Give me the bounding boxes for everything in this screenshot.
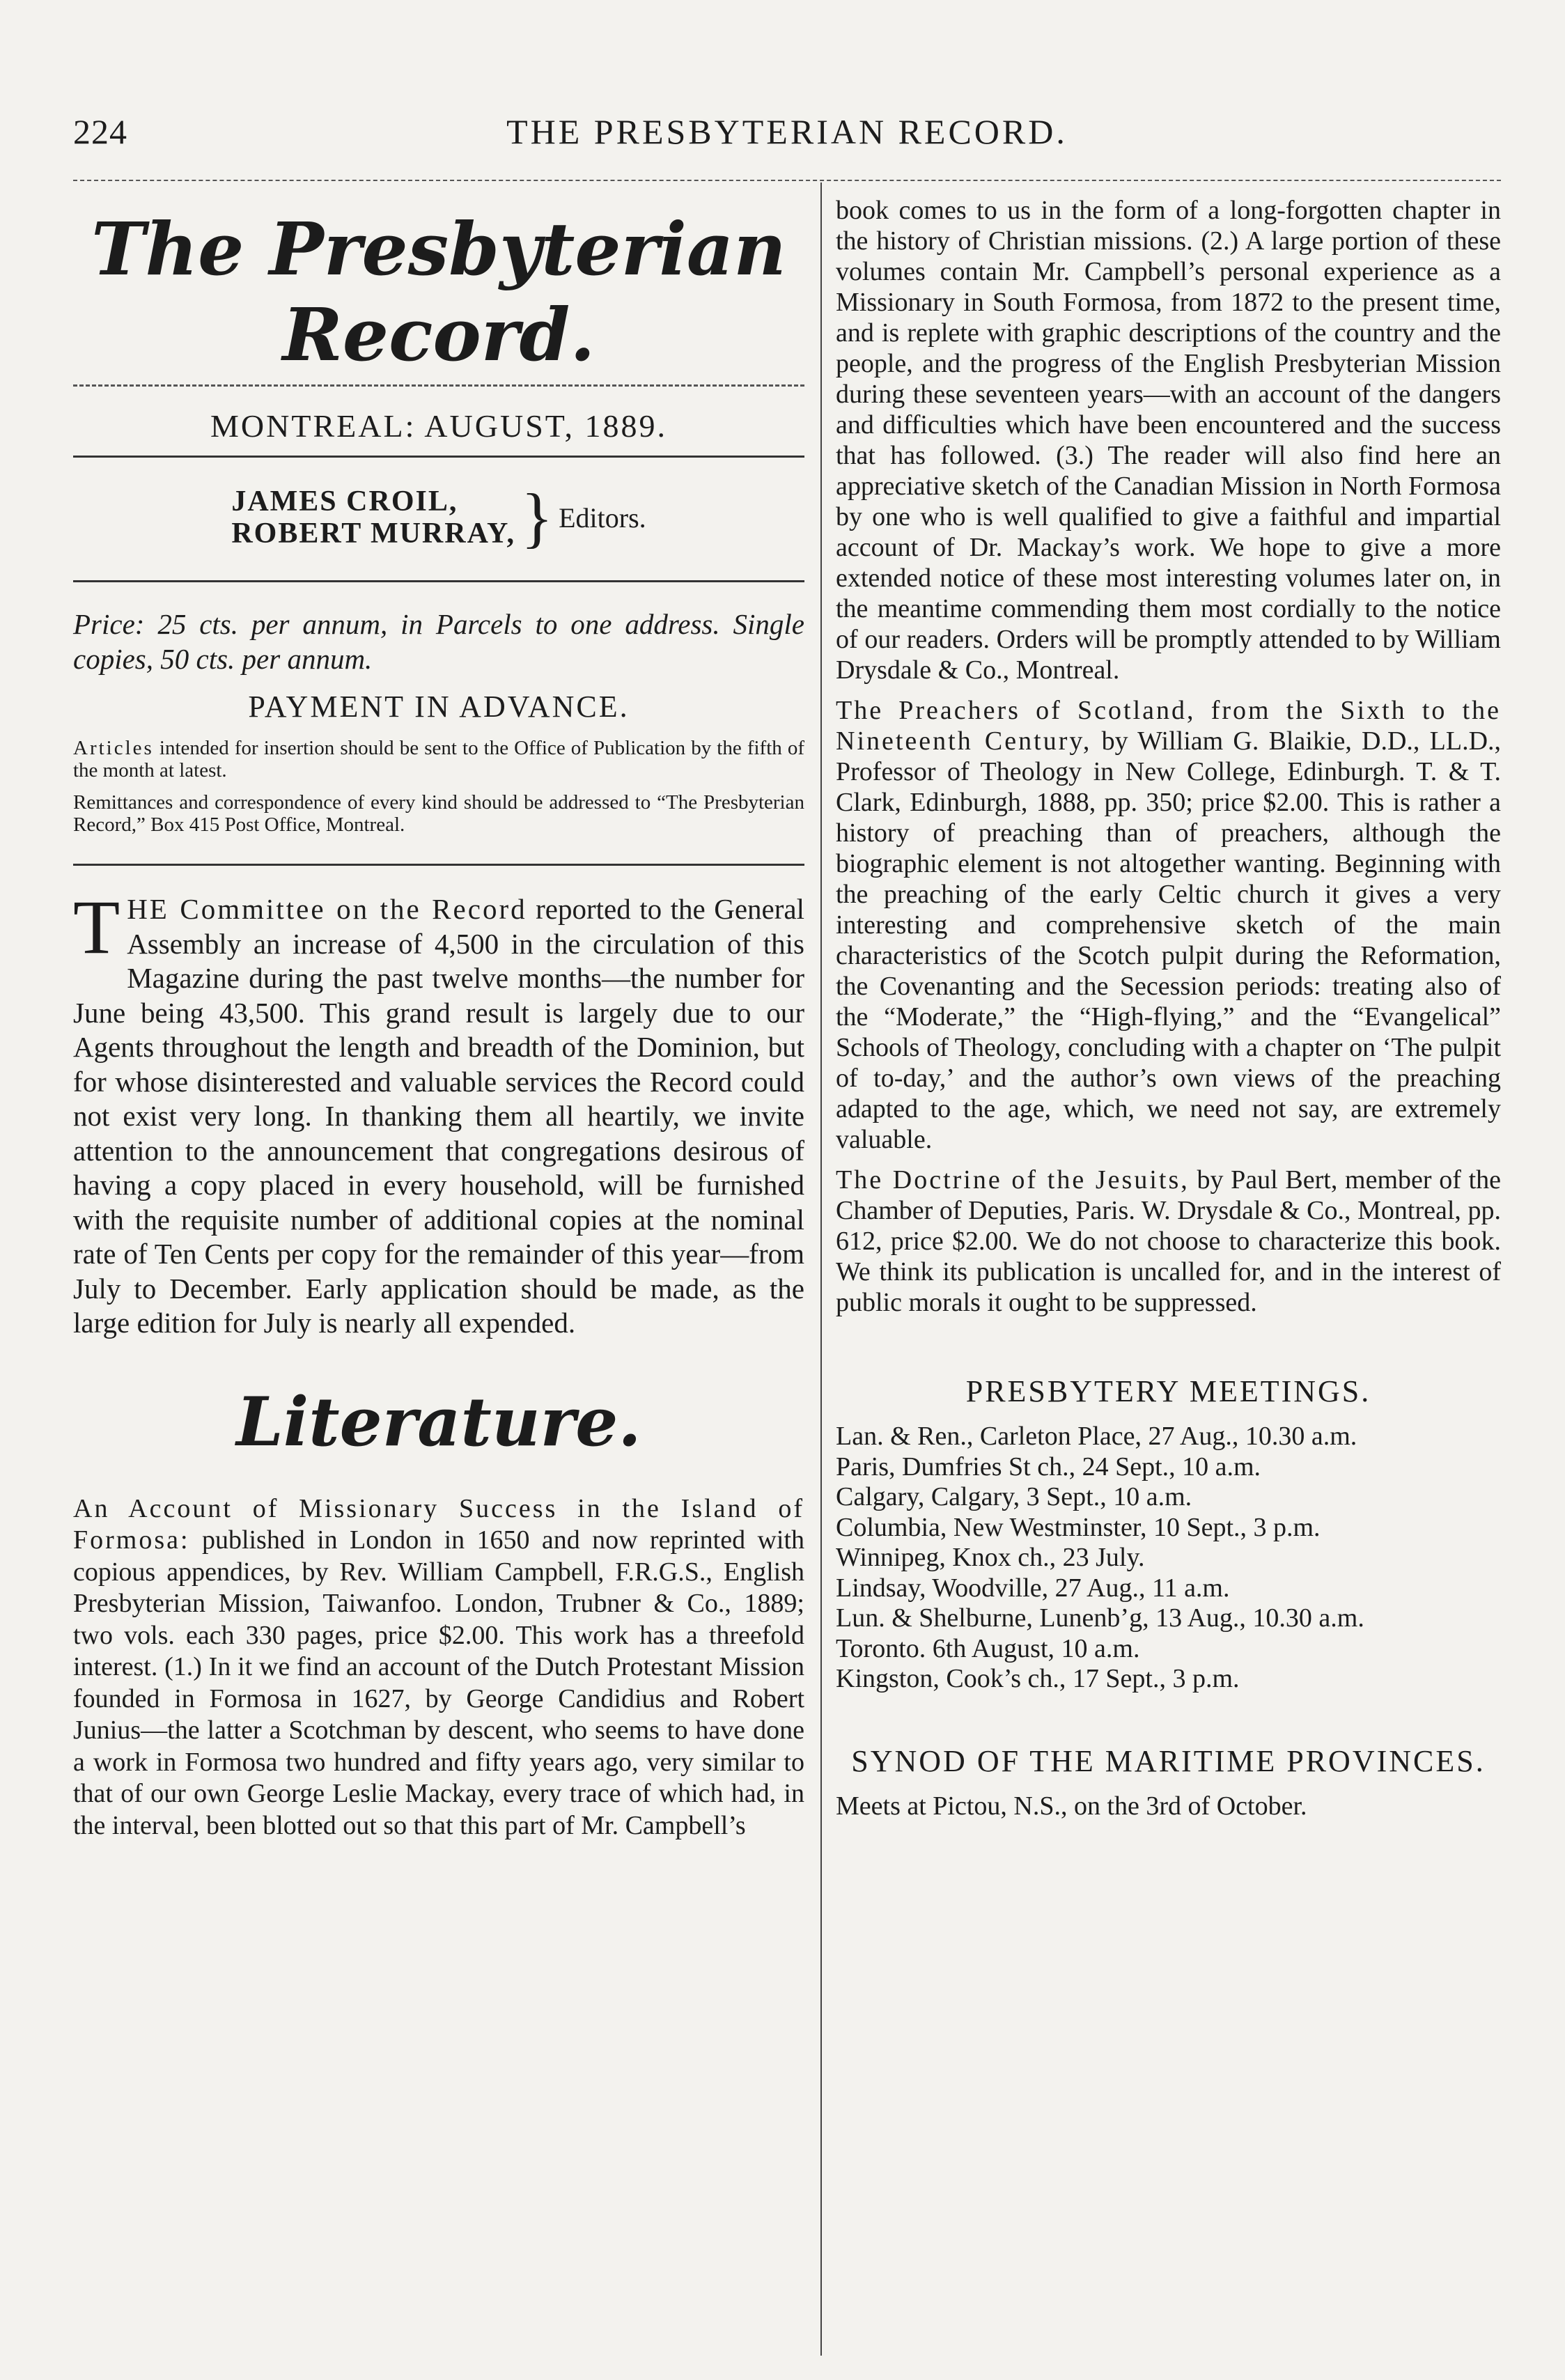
editorial-lead: HE Committee on the Record bbox=[127, 893, 527, 925]
preachers-title: The Preachers of Scotland, from the Sixth to the Nineteenth Century, bbox=[836, 696, 1501, 756]
price-line: Price: 25 cts. per annum, in Parcels to one address. Single copies, 50 cts. per annum. bbox=[73, 608, 804, 675]
editors-block bbox=[73, 480, 804, 554]
meeting-item: Toronto. 6th August, 10 a.m. bbox=[836, 1633, 1140, 1663]
meeting-item: Lan. & Ren., Carleton Place, 27 Aug., 10.30 a.m. bbox=[836, 1422, 1357, 1451]
editors-rule bbox=[73, 580, 804, 582]
presbytery-list bbox=[836, 1422, 1501, 1695]
jesuits-review bbox=[836, 1165, 1501, 1318]
meeting-item: Lun. & Shelburne, Lunenb’g, 13 Aug., 10.30 a.m. bbox=[836, 1603, 1364, 1633]
masthead-title: The Presbyterian Record. bbox=[91, 206, 786, 378]
editor-name: ROBERT MURRAY, bbox=[231, 518, 516, 550]
jesuits-text: by Paul Bert, member of the Chamber of Deputies, Paris. W. Drysdale & Co., Montreal, pp. 612, price $2.00. We do not choose to characterize this book. We think its publication is uncalled for, and in the interest of public morals it ought to be suppressed. bbox=[836, 1165, 1502, 1317]
editor-name: JAMES CROIL, bbox=[231, 485, 458, 518]
meeting-item: Kingston, Cook’s ch., 17 Sept., 3 p.m. bbox=[836, 1664, 1240, 1693]
formosa-title: An Account of Missionary Success in the Island of Formosa: bbox=[73, 1493, 804, 1555]
brace-glyph: } bbox=[521, 480, 554, 554]
meeting-item: Columbia, New Westminster, 10 Sept., 3 p.m. bbox=[836, 1512, 1321, 1542]
presbytery-heading: PRESBYTERY MEETINGS. bbox=[965, 1374, 1371, 1408]
editor-names bbox=[231, 485, 515, 550]
formosa-text-right: book comes to us in the form of a long-forgotten chapter in the history of Christian missions. (2.) A large portion of these volumes contain Mr. Campbell’s personal experience as a Missionary in South Formosa, from 1872 to the present time, and is replete with graphic descriptions of the country and the people, and the progress of the English Presbyterian Mission during these seventeen years—with an account of the dangers and difficulties which have been encountered and the success that has followed. (3.) The reader will also find here an appreciative sketch of the Canadian Mission in North Formosa by one who is well qualified to give a faithful and impartial account of Dr. Mackay’s work. We hope to give a more extended notice of these most interesting volumes later on, in the meantime commending them most cordially to the notice of our readers. Orders will be promptly attended to by William Drysdale & Co., Montreal. bbox=[836, 196, 1501, 685]
running-head bbox=[73, 111, 1501, 167]
right-column bbox=[836, 195, 1501, 1821]
formosa-review-start bbox=[73, 1493, 804, 1842]
dateline: MONTREAL: AUGUST, 1889. bbox=[210, 408, 667, 444]
remittances-notice: Remittances and correspondence of every kind should be addressed to “The Presbyterian Record,” Box 415 Post Office, Montreal. bbox=[73, 791, 804, 836]
payment-heading: PAYMENT IN ADVANCE. bbox=[248, 690, 630, 724]
masthead-rule bbox=[73, 384, 804, 387]
meeting-item: Lindsay, Woodville, 27 Aug., 11 a.m. bbox=[836, 1573, 1230, 1603]
meeting-item: Winnipeg, Knox ch., 23 July. bbox=[836, 1543, 1145, 1572]
jesuits-title: The Doctrine of the Jesuits, bbox=[836, 1165, 1190, 1195]
dateline-rule bbox=[73, 456, 804, 458]
meeting-item: Calgary, Calgary, 3 Sept., 10 a.m. bbox=[836, 1482, 1192, 1511]
editorial-article bbox=[73, 885, 804, 1341]
literature-heading: Literature. bbox=[236, 1382, 641, 1461]
articles-text: intended for insertion should be sent to the Office of Publication by the fifth of the month at latest. bbox=[73, 737, 804, 781]
left-column bbox=[73, 195, 804, 1842]
page-number: 224 bbox=[73, 112, 127, 151]
formosa-text-left: published in London in 1650 and now reprinted with copious appendices, by Rev. William Campbell, F.R.G.S., English Presbyterian Mission, Taiwanfoo. London, Trubner & Co., 1889; two vols. each 330 pages, price $2.00. This work has a threefold interest. (1.) In it we find an account of the Dutch Protestant Mission founded in Formosa in 1627, by George Candidius and Robert Junius—the latter a Scotchman by descent, who seems to have done a work in Formosa two hundred and fifty years ago, very similar to that of our own George Leslie Mackay, every trace of which had, in the interval, been blotted out so that this part of Mr. Campbell’s bbox=[73, 1525, 805, 1840]
preachers-review bbox=[836, 695, 1501, 1155]
column-divider bbox=[820, 182, 822, 2356]
editors-label: Editors. bbox=[559, 501, 646, 534]
articles-lead: Articles bbox=[73, 737, 154, 759]
articles-notice bbox=[73, 737, 804, 781]
synod-heading: SYNOD OF THE MARITIME PROVINCES. bbox=[851, 1743, 1486, 1778]
notice-rule bbox=[73, 864, 804, 866]
synod-text: Meets at Pictou, N.S., on the 3rd of October. bbox=[836, 1791, 1307, 1821]
preachers-text: by William G. Blaikie, D.D., LL.D., Professor of Theology in New College, Edinburgh. T. & T. Clark, Edinburgh, 1888, pp. 350; price $2.00. This is rather a history of preaching than of preachers, although the biographic element is not altogether wanting. Beginning with the preaching of the early Celtic church it gives a very interesting and comprehensive sketch of the main characteristics of the Scotch pulpit during the Reformation, the Covenanting and the Secession periods: treating also of the “Moderate,” the “High-flying,” and the “Evangelical” Schools of Theology, concluding with a chapter on ‘The pulpit of to-day,’ and the author’s own views of the preaching adapted to the age, which, we need not say, are extremely valuable. bbox=[836, 726, 1502, 1154]
journal-title: THE PRESBYTERIAN RECORD. bbox=[506, 112, 1068, 151]
editorial-text: reported to the General Assembly an increase of 4,500 in the circulation of this Magazine during the past twelve months—the number for June being 43,500. This grand result is largely due to our Agents throughout the length and breadth of the Dominion, but for whose disinterested and valuable services the Record could not exist very long. In thanking them all heartily, we invite attention to the announcement that congregations desirous of having a copy placed in every household, will be furnished with the requisite number of additional copies at the nominal rate of Ten Cents per copy for the remainder of this year—from July to December. Early application should be made, as the large edition for July is nearly all expended. bbox=[73, 893, 804, 1339]
editorial-body bbox=[73, 885, 804, 1341]
header-rule bbox=[73, 180, 1501, 181]
meeting-item: Paris, Dumfries St ch., 24 Sept., 10 a.m. bbox=[836, 1452, 1261, 1481]
dropcap: T bbox=[73, 885, 120, 970]
